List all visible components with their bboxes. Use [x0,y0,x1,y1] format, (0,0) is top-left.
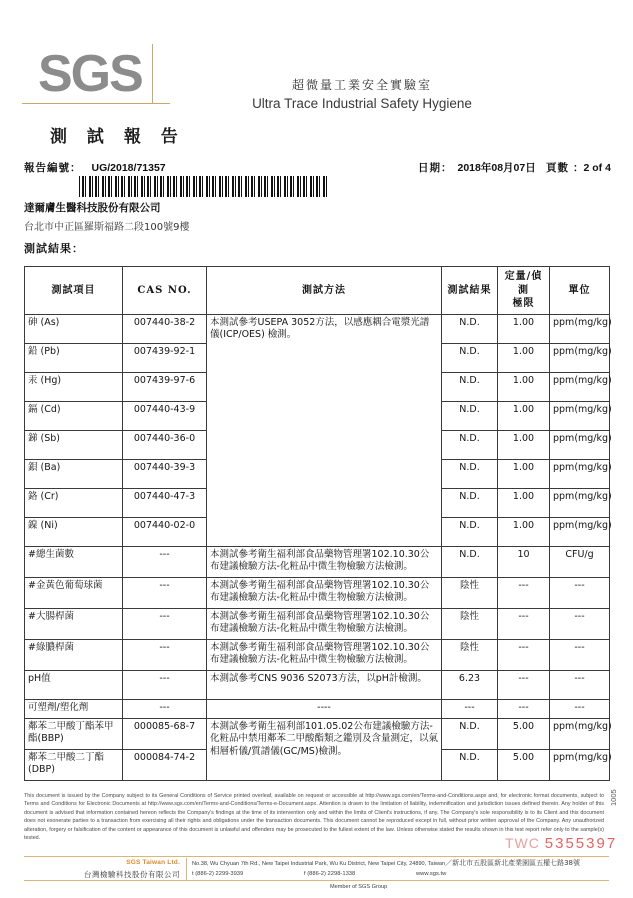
footer-vertical-divider [186,858,187,880]
cell-limit: 1.00 [498,430,550,459]
cell-item: #綠膿桿菌 [25,639,123,670]
cell-unit: ppm(mg/kg) [550,372,610,401]
barcode [79,176,328,197]
footer-contact-block [192,858,610,877]
client-company-address: 台北市中正區羅斯福路二段100號9樓 [24,222,190,233]
cell-cas: --- [123,639,207,670]
cell-limit: 10 [498,546,550,577]
cell-unit: --- [550,699,610,718]
footer-divider-top [24,856,609,857]
cell-cas: 000085-68-7 [123,718,207,749]
cell-result: 6.23 [442,670,498,699]
report-date-value: 2018年08月07日 [457,162,536,174]
report-pages-row [546,160,611,175]
cell-limit: --- [498,670,550,699]
cell-method-phthalates: 本測試參考衛生福利部101.05.02公布建議檢驗方法-化粧品中禁用鄰苯二甲酸酯類之鑑別及含量測定，以氣相層析儀/質譜儀(GC/MS)檢測。 [207,718,442,780]
cell-unit: ppm(mg/kg) [550,488,610,517]
report-pages-label: 頁數 [546,162,569,174]
col-header-method: 測試方法 [207,267,442,315]
cell-method-metals: 本測試參考USEPA 3052方法，以感應耦合電漿光譜儀(ICP/OES) 檢測。 [207,314,442,546]
cell-limit: 1.00 [498,517,550,546]
col-header-item: 測試項目 [25,267,123,315]
cell-limit: 1.00 [498,343,550,372]
cell-result: N.D. [442,459,498,488]
cell-unit: ppm(mg/kg) [550,718,610,749]
cell-result: N.D. [442,372,498,401]
cell-result: N.D. [442,401,498,430]
cell-cas: 000084-74-2 [123,749,207,780]
cell-item: 鎳 (Ni) [25,517,123,546]
footer-member-note: Member of SGS Group [330,884,388,890]
cell-cas: --- [123,608,207,639]
cell-limit: 1.00 [498,314,550,343]
col-header-limit-line1: 定量/偵測 [504,271,543,296]
lab-name-chinese: 超微量工業安全實驗室 [291,78,432,92]
cell-cas: 007440-02-0 [123,517,207,546]
col-header-limit-line2: 極限 [512,298,535,309]
cell-item: #大腸桿菌 [25,608,123,639]
report-number-value: UG/2018/71357 [91,162,166,174]
table-header [25,267,610,315]
cell-limit: 5.00 [498,718,550,749]
cell-unit: --- [550,608,610,639]
col-header-result: 測試結果 [442,267,498,315]
cell-cas: --- [123,577,207,608]
cell-cas: 007440-36-0 [123,430,207,459]
table-row [25,670,610,699]
cell-limit: --- [498,639,550,670]
report-header [0,0,633,160]
cell-limit: --- [498,699,550,718]
cell-unit: --- [550,577,610,608]
cell-cas: 007440-43-9 [123,401,207,430]
cell-item: 砷 (As) [25,314,123,343]
watermark-number: 5355397 [544,835,618,852]
cell-cas: --- [123,546,207,577]
report-pages-value: ：2 of 4 [573,162,611,174]
table-row [25,718,610,749]
cell-limit: 1.00 [498,401,550,430]
cell-result: N.D. [442,430,498,459]
cell-limit: --- [498,608,550,639]
cell-item: 銻 (Sb) [25,430,123,459]
cell-result: N.D. [442,517,498,546]
cell-unit: --- [550,670,610,699]
cell-cas: --- [123,699,207,718]
cell-unit: ppm(mg/kg) [550,343,610,372]
table-row [25,546,610,577]
cell-result: N.D. [442,546,498,577]
cell-unit: ppm(mg/kg) [550,430,610,459]
results-section-label: 測試結果： [24,242,84,255]
cell-limit: --- [498,577,550,608]
cell-result: N.D. [442,749,498,780]
cell-method: 本測試參考衛生福利部食品藥物管理署102.10.30公布建議檢驗方法-化粧品中微生物檢驗方法檢測。 [207,639,442,670]
cell-cas: 007440-47-3 [123,488,207,517]
cell-item: 鉻 (Cr) [25,488,123,517]
col-header-cas: CAS NO. [123,267,207,315]
cell-limit: 1.00 [498,459,550,488]
cell-method: 本測試參考CNS 9036 S2073方法，以pH計檢測。 [207,670,442,699]
table-header-row [25,267,610,315]
report-number-row [24,160,166,175]
table-row [25,699,610,718]
cell-item: 鋇 (Ba) [25,459,123,488]
cell-item: 鎘 (Cd) [25,401,123,430]
cell-item: #總生菌數 [25,546,123,577]
footer-website[interactable]: www.sgs.tw [416,870,447,877]
footer-company-english: SGS Taiwan Ltd. [126,859,180,866]
cell-cas: --- [123,670,207,699]
col-header-limit [498,267,550,315]
table-row [25,314,610,343]
cell-limit: 1.00 [498,488,550,517]
cell-result: N.D. [442,314,498,343]
cell-result: N.D. [442,343,498,372]
col-header-unit: 單位 [550,267,610,315]
cell-result: N.D. [442,488,498,517]
client-company-name: 達爾膚生醫科技股份有限公司 [24,202,161,214]
table-body [25,314,610,780]
table-row [25,639,610,670]
cell-result: 陰性 [442,608,498,639]
cell-item: 鄰苯二甲酸二丁酯 (DBP) [25,749,123,780]
lab-name-english: Ultra Trace Industrial Safety Hygiene [252,96,472,111]
cell-method: ---- [207,699,442,718]
logo-vertical-rule [152,44,153,104]
lab-name-block [212,76,512,111]
cell-unit: ppm(mg/kg) [550,314,610,343]
report-number-label: 報告編號： [24,162,82,174]
cell-unit: ppm(mg/kg) [550,401,610,430]
cell-cas: 007440-38-2 [123,314,207,343]
cell-item: 汞 (Hg) [25,372,123,401]
legal-disclaimer: This document is issued by the Company subject to its General Conditions of Service printed overleaf, available on request or accessible at http://www.sgs.com/en/Terms-and-Conditions.aspx and, for electronic format documents, subject to Terms and Conditions for Electronic Documents at http://www.sgs.com/en/Terms-and-Conditions/Terms-e-Document.aspx. Attention is drawn to the limitation of liability, indemnification and jurisdiction issues defined therein. Any holder of this document is advised that information contained hereon reflects the Company's findings at the time of its intervention only and within the limits of Client's instructions, if any. The Company's sole responsibility is to its Client and this document does not exonerate parties to a transaction from exercising all their rights and obligations under the transaction documents. This document cannot be reproduced except in full, without prior written approval of the Company. Any unauthorized alteration, forgery or falsification of the content or appearance of this document is unlawful and offenders may be prosecuted to the fullest extent of the law. Unless otherwise stated the results shown in this test report refer only to the sample(s) tested. [24,793,604,841]
cell-cas: 007439-92-1 [123,343,207,372]
table-row [25,608,610,639]
report-date-row [418,160,536,175]
footer-company-block [60,859,180,880]
table-row [25,577,610,608]
cell-unit: CFU/g [550,546,610,577]
cell-item: 鄰苯二甲酸丁酯苯甲酯(BBP) [25,718,123,749]
cell-item: 鉛 (Pb) [25,343,123,372]
cell-cas: 007440-39-3 [123,459,207,488]
footer-divider-bottom [24,880,609,881]
footer-address-chinese: ／新北市五股區新北產業園區五權七路38號 [445,859,581,867]
footer-contacts [192,871,610,877]
cell-result: N.D. [442,718,498,749]
sgs-logo: SGS [38,45,142,103]
page-title: 測 試 報 告 [50,127,185,147]
report-date-label: 日期： [418,162,453,174]
report-meta [0,160,633,238]
cell-item: 可塑劑/塑化劑 [25,699,123,718]
footer-fax: f (886-2) 2298-1338 [304,870,356,877]
cell-unit: --- [550,639,610,670]
cell-method: 本測試參考衛生福利部食品藥物管理署102.10.30公布建議檢驗方法-化粧品中微生物檢驗方法檢測。 [207,577,442,608]
logo-horizontal-rule [22,103,170,104]
cell-limit: 5.00 [498,749,550,780]
cell-cas: 007439-97-6 [123,372,207,401]
side-code: 1005 [609,789,618,806]
cell-unit: ppm(mg/kg) [550,459,610,488]
control-number-watermark [505,835,617,852]
cell-unit: ppm(mg/kg) [550,749,610,780]
cell-method: 本測試參考衛生福利部食品藥物管理署102.10.30公布建議檢驗方法-化粧品中微生物檢驗方法檢測。 [207,546,442,577]
cell-method: 本測試參考衛生福利部食品藥物管理署102.10.30公布建議檢驗方法-化粧品中微生物檢驗方法檢測。 [207,608,442,639]
footer-address-english: No.38, Wu Chyuan 7th Rd., New Taipei Industrial Park, Wu Ku District, New Taipei City, 24890, Taiwan [192,861,446,867]
test-results-table [24,266,610,781]
cell-item: pH值 [25,670,123,699]
watermark-prefix: TWC [505,835,545,851]
footer-telephone: t (886-2) 2299-3939 [192,870,244,877]
cell-result: 陰性 [442,577,498,608]
footer-company-chinese: 台灣檢驗科技股份有限公司 [84,870,180,879]
cell-item: #金黃色葡萄球菌 [25,577,123,608]
cell-result: --- [442,699,498,718]
cell-unit: ppm(mg/kg) [550,517,610,546]
footer-address [192,858,610,869]
cell-result: 陰性 [442,639,498,670]
cell-limit: 1.00 [498,372,550,401]
